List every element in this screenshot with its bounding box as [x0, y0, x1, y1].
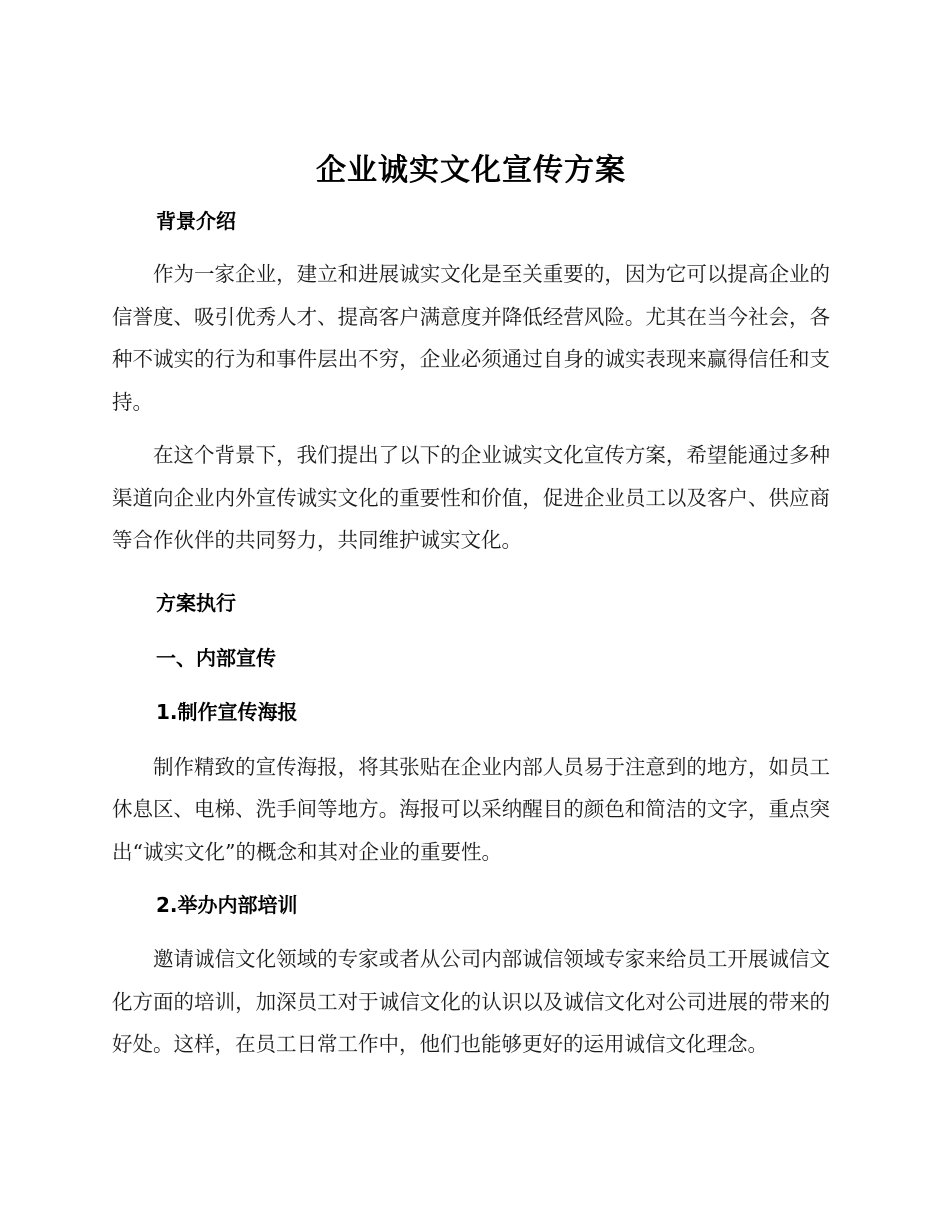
section-heading-execution: 方案执行: [156, 590, 236, 615]
paragraph-posters: 制作精致的宣传海报，将其张贴在企业内部人员易于注意到的地方，如员工休息区、电梯、洗手间等地方。海报可以采纳醒目的颜色和简洁的文字，重点突出“诚实文化”的概念和其对企业的重要性。: [112, 754, 830, 864]
document-title: 企业诚实文化宣传方案: [316, 153, 626, 188]
document-page: [112, 148, 830, 1066]
subheading-training: 2.举办内部培训: [156, 893, 298, 917]
section-heading-internal-promotion: 一、内部宣传: [156, 645, 276, 670]
paragraph-background-1: 作为一家企业，建立和进展诚实文化是至关重要的，因为它可以提高企业的信誉度、吸引优秀人才、提高客户满意度并降低经营风险。尤其在当今社会，各种不诚实的行为和事件层出不穷，企业必须通过自身的诚实表现来赢得信任和支持。: [112, 262, 830, 414]
subheading-posters: 1.制作宣传海报: [156, 699, 298, 724]
paragraph-training: 邀请诚信文化领域的专家或者从公司内部诚信领域专家来给员工开展诚信文化方面的培训，加深员工对于诚信文化的认识以及诚信文化对公司进展的带来的好处。这样，在员工日常工作中，他们也能够更好的运用诚信文化理念。: [112, 947, 830, 1056]
section-heading-background: 背景介绍: [156, 209, 236, 233]
paragraph-background-2: 在这个背景下，我们提出了以下的企业诚实文化宣传方案，希望能通过多种渠道向企业内外宣传诚实文化的重要性和价值，促进企业员工以及客户、供应商等合作伙伴的共同努力，共同维护诚实文化。: [112, 443, 830, 552]
